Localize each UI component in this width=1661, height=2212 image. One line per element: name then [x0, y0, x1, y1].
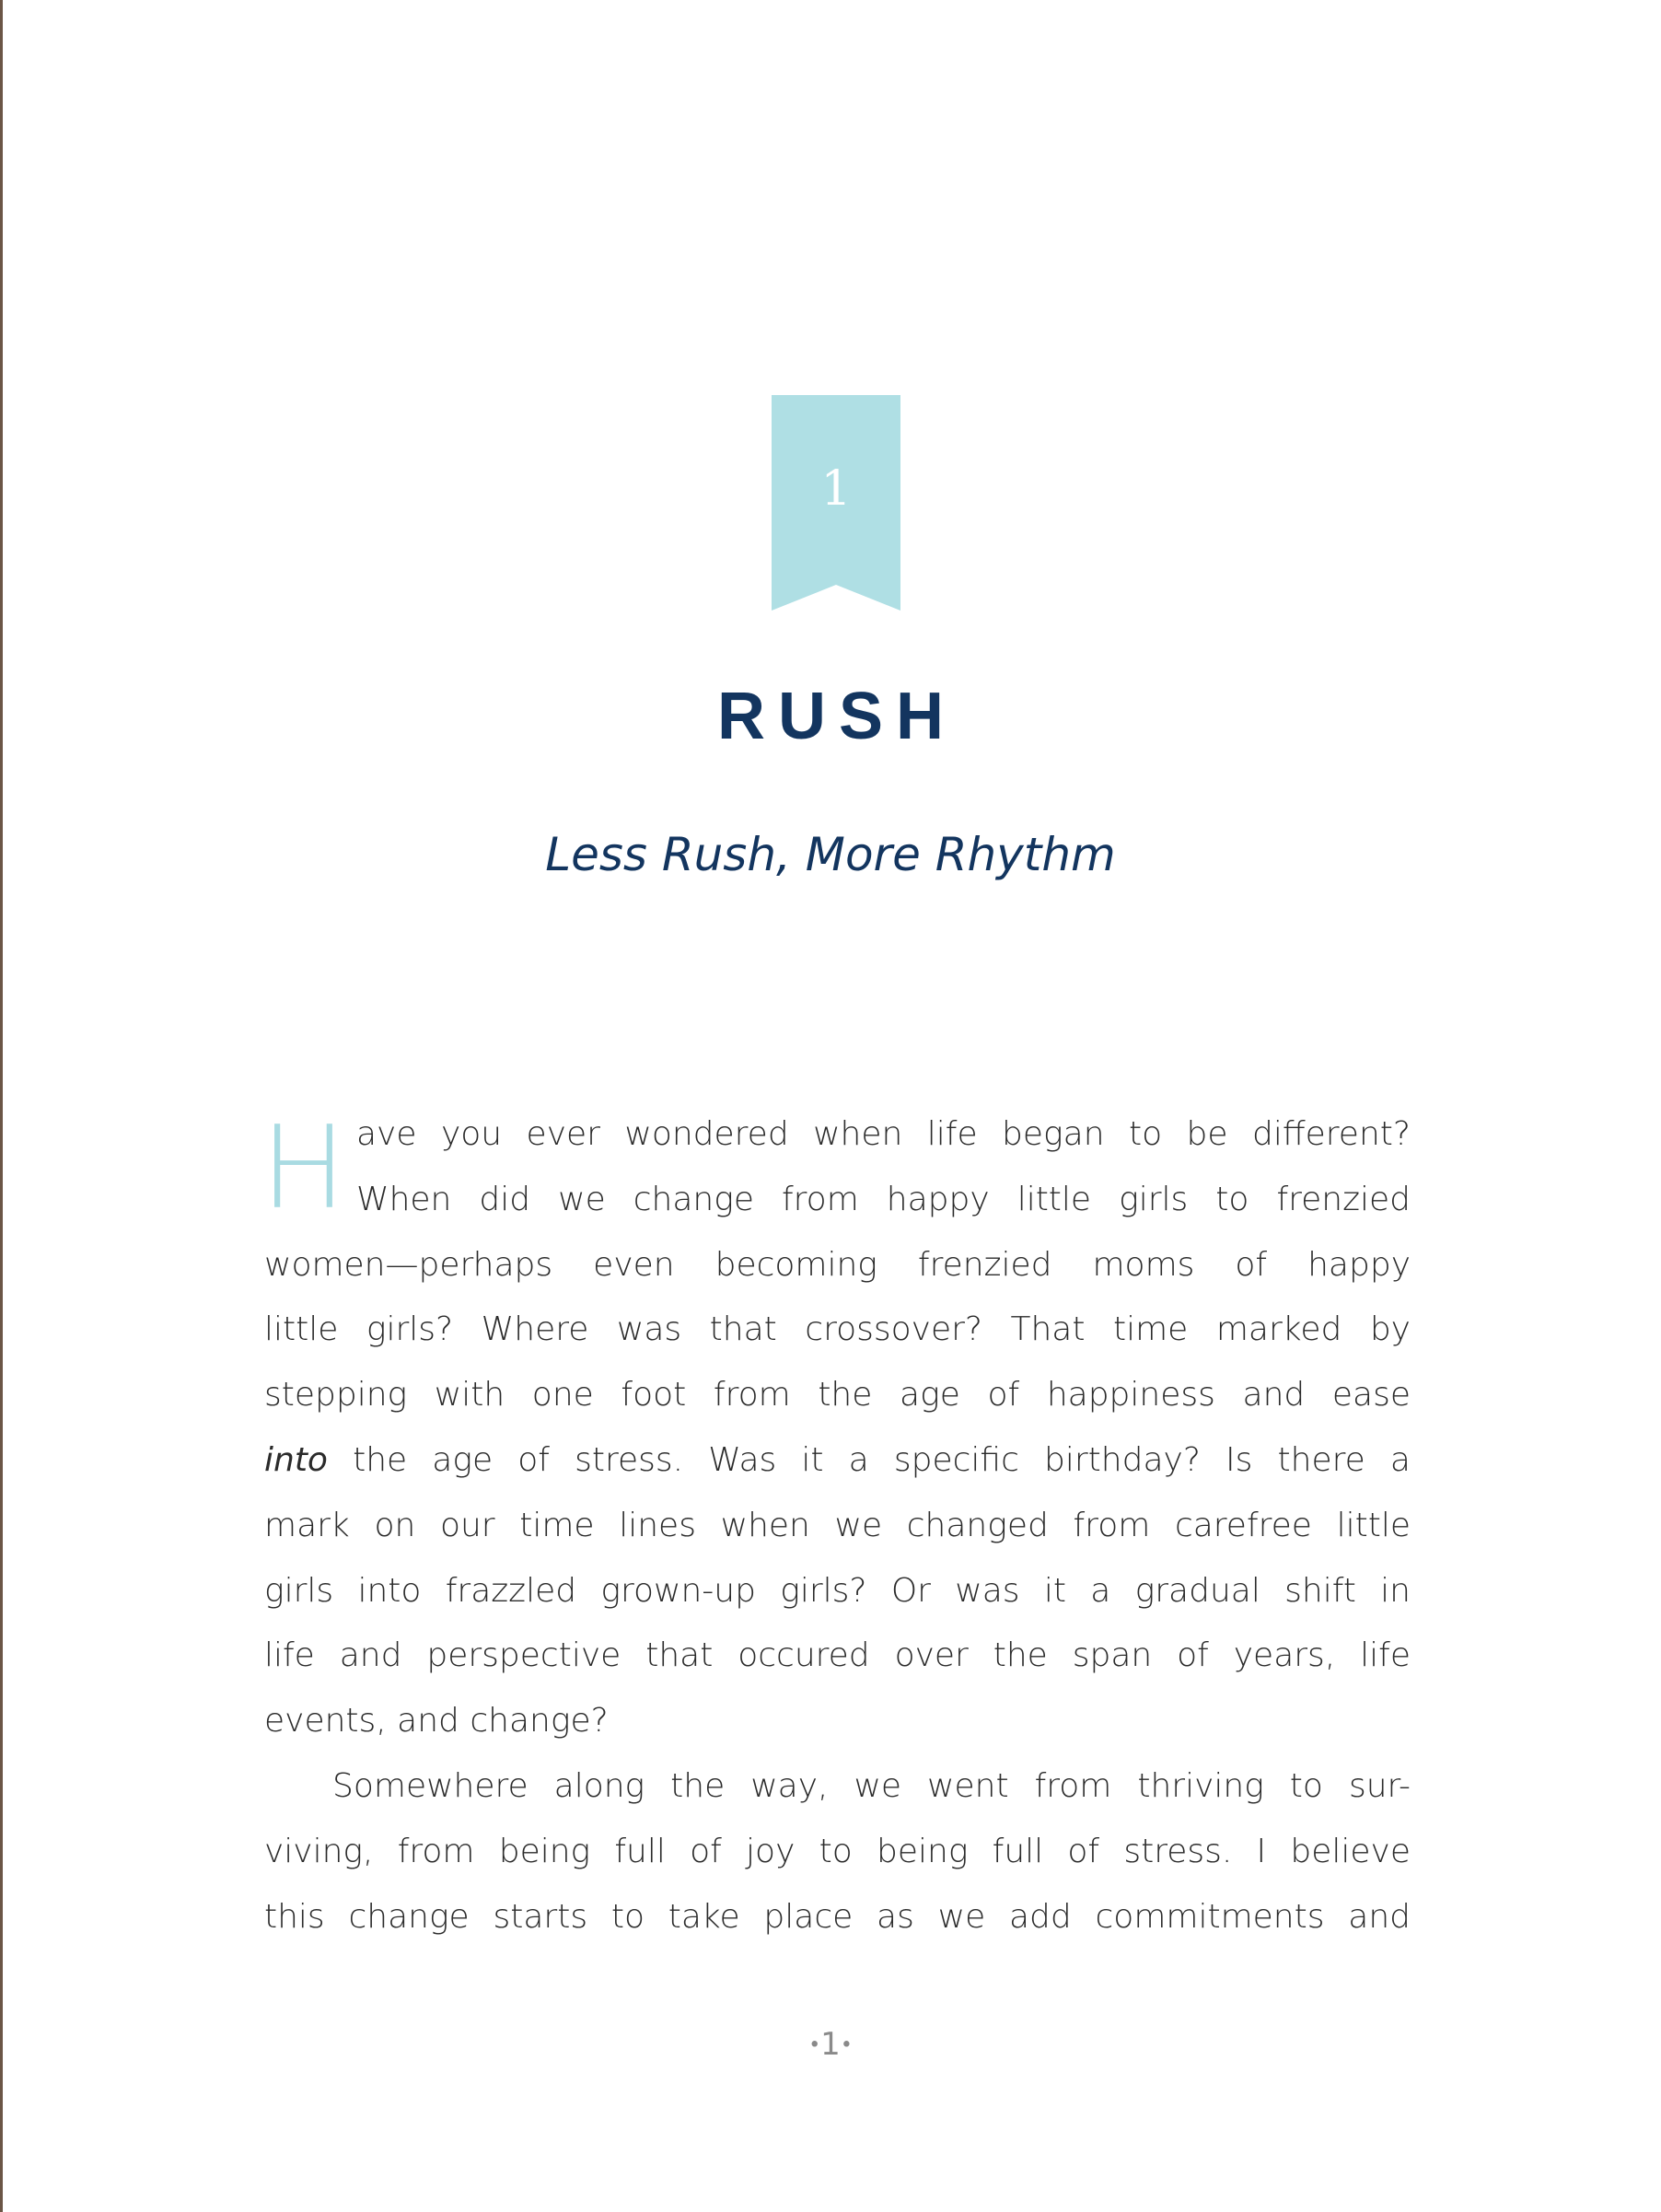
text-line: viving, from being full of joy to being full of stress. I believe — [264, 1832, 1411, 1870]
text-line: women—perhaps even becoming frenzied moms of happy — [264, 1245, 1411, 1284]
text-line: mark on our time lines when we changed from carefree little — [264, 1506, 1411, 1544]
text-line: this change starts to take place as we add commitments and — [264, 1897, 1411, 1936]
chapter-title: RUSH — [716, 680, 957, 753]
page-number: 1 — [820, 2026, 841, 2063]
bullet-icon: • — [808, 2033, 821, 2057]
page-number-footer — [0, 2026, 1661, 2063]
body-text — [261, 1102, 1411, 1950]
text-line: stepping with one foot from the age of happiness and ease — [264, 1376, 1411, 1415]
text-line — [264, 1428, 1411, 1494]
chapter-number: 1 — [820, 461, 852, 517]
chapter-subtitle: Less Rush, More Rhythm — [545, 828, 1116, 881]
text-line: ave you ever wondered when life began to be different? — [356, 1115, 1411, 1153]
text-line: life and perspective that occured over the span of years, life — [264, 1636, 1411, 1675]
bullet-icon: • — [840, 2033, 853, 2057]
chapter-ribbon — [772, 395, 900, 611]
text-line-rest: the age of stress. Was it a specific birthday? Is there a — [327, 1440, 1411, 1479]
text-line: When did we change from happy little girls to frenzied — [356, 1180, 1411, 1218]
text-line: girls into frazzled grown-up girls? Or was it a gradual shift in — [264, 1571, 1411, 1610]
text-line: Somewhere along the way, we went from thriving to sur- — [332, 1766, 1411, 1805]
page-edge — [0, 0, 3, 2212]
emphasis-text: into — [264, 1440, 328, 1479]
text-line: events, and change? — [264, 1702, 609, 1740]
text-line: little girls? Where was that crossover? That time marked by — [264, 1310, 1411, 1349]
drop-cap: H — [261, 1102, 347, 1235]
